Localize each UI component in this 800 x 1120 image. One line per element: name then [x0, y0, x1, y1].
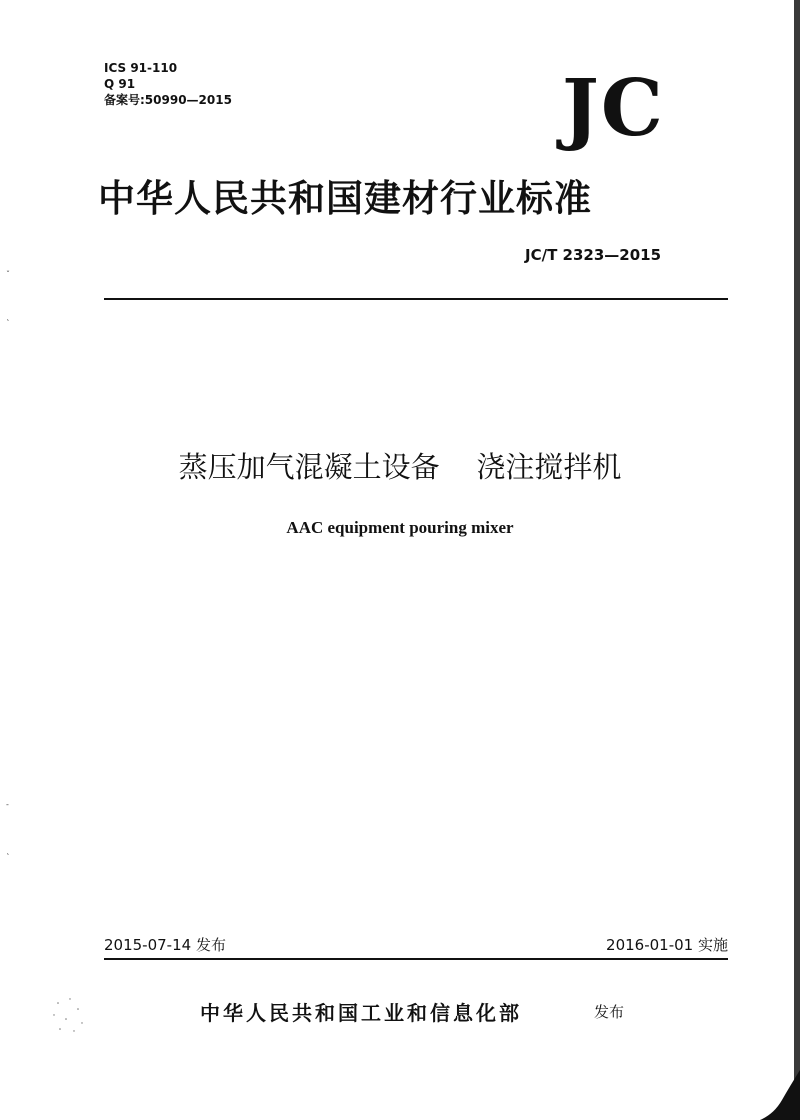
scan-corner-blot [760, 1070, 800, 1120]
footer-divider [104, 958, 728, 960]
issuing-authority: 中华人民共和国工业和信息化部 [200, 1001, 522, 1025]
scan-dot-noise [48, 995, 92, 1035]
classification-block [104, 60, 232, 108]
scan-speck: - [6, 800, 9, 809]
issue-date: 2015-07-14 发布 [104, 936, 226, 954]
standard-category-title: 中华人民共和国建材行业标准 [98, 177, 592, 220]
scan-speck: ˇ [6, 270, 10, 279]
ics-code: ICS 91-110 [104, 61, 178, 75]
scan-speck: ˛ [6, 846, 10, 855]
scan-edge-shadow [794, 0, 800, 1120]
ccs-code: Q 91 [104, 77, 136, 91]
header-divider [104, 298, 728, 300]
issue-verb: 发布 [594, 1003, 625, 1021]
scan-speck: ˛ [6, 312, 10, 321]
filing-number: 备案号:50990—2015 [104, 93, 232, 107]
document-title-zh: 蒸压加气混凝土设备 浇注搅拌机 [178, 450, 622, 484]
jc-logo: JC [562, 63, 665, 154]
standard-number: JC/T 2323—2015 [525, 246, 662, 264]
effective-date: 2016-01-01 实施 [606, 936, 728, 954]
document-title-en: AAC equipment pouring mixer [286, 518, 514, 537]
